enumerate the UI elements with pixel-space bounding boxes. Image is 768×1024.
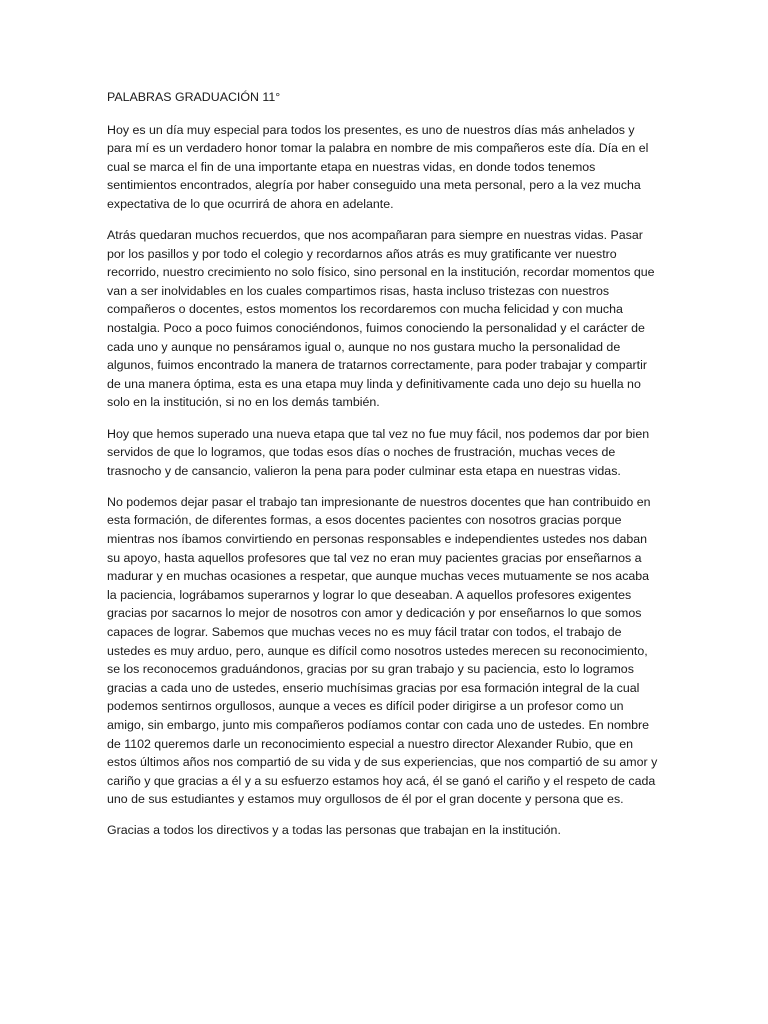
paragraph-intro: Hoy es un día muy especial para todos los presentes, es uno de nuestros días más anhelados y para mí es un verdadero honor tomar la palabra en nombre de mis compañeros este día. Día en el cual se marca el fin de una importante etapa en nuestras vidas, en donde todos tenemos sentimientos encontrados, alegría por haber conseguido una meta personal, pero a la vez mucha expectativa de lo que ocurrirá de ahora en adelante. [107,122,649,211]
document-title: PALABRAS GRADUACIÓN 11° [107,90,281,104]
paragraph-teachers: No podemos dejar pasar el trabajo tan impresionante de nuestros docentes que han contribuido en esta formación, de diferentes formas, a esos docentes pacientes con nosotros gracias porque mientras nos íbamos convirtiendo en personas responsables e independientes ustedes nos daban su apoyo, hasta aquellos profesores que tal vez no eran muy pacientes gracias por enseñarnos a madurar y en muchas ocasiones a respetar, que aunque muchas veces mutuamente se nos acaba la paciencia, lográbamos superarnos y lograr lo que deseaban. A aquellos profesores exigentes gracias por sacarnos lo mejor de nosotros con amor y dedicación y por enseñarnos lo que somos capaces de lograr. Sabemos que muchas veces no es muy fácil tratar con todos, el trabajo de ustedes es muy arduo, pero, aunque es difícil como nosotros ustedes merecen su reconocimiento, se los reconocemos graduándonos, gracias por su gran trabajo y su paciencia, esto lo logramos gracias a cada uno de ustedes, enserio muchísimas gracias por esa formación integral de la cual podemos sentirnos orgullosos, aunque a veces es difícil poder dirigirse a un profesor como un amigo, sin embargo, junto mis compañeros podíamos contar con cada uno de ustedes. En nombre de 1102 queremos darle un reconocimiento especial a nuestro director Alexander Rubio, que en estos últimos años nos compartió de su vida y de sus experiencias, que nos compartió de su amor y cariño y que gracias a él y a su esfuerzo estamos hoy acá, él se ganó el cariño y el respeto de cada uno de sus estudiantes y estamos muy orgullosos de él por el gran docente y persona que es. [107,494,658,807]
paragraph-achievement: Hoy que hemos superado una nueva etapa que tal vez no fue muy fácil, nos podemos dar por bien servidos de que lo logramos, que todas esos días o noches de frustración, muchas veces de trasnocho y de cansancio, valieron la pena para poder culminar esta etapa en nuestras vidas. [107,426,650,478]
paragraph-memories: Atrás quedaran muchos recuerdos, que nos acompañaran para siempre en nuestras vidas. Pasar por los pasillos y por todo el colegio y recordarnos años atrás es muy gratificante ver nuestro recorrido, nuestro crecimiento no solo físico, sino personal en la institución, recordar momentos que van a ser inolvidables en los cuales compartimos risas, hasta incluso tristezas con nuestros compañeros o docentes, estos momentos los recordaremos con mucha felicidad y con mucha nostalgia. Poco a poco fuimos conociéndonos, fuimos conociendo la personalidad y el carácter de cada uno y aunque no pensáramos igual o, aunque no nos gustara mucho la personalidad de algunos, fuimos encontrado la manera de tratarnos correctamente, para poder trabajar y compartir de una manera óptima, esta es una etapa muy linda y definitivamente cada uno dejo su huella no solo en la institución, si no en los demás también. [107,228,655,410]
paragraph-closing: Gracias a todos los directivos y a todas las personas que trabajan en la institución. [107,823,561,838]
document-page [107,88,662,852]
